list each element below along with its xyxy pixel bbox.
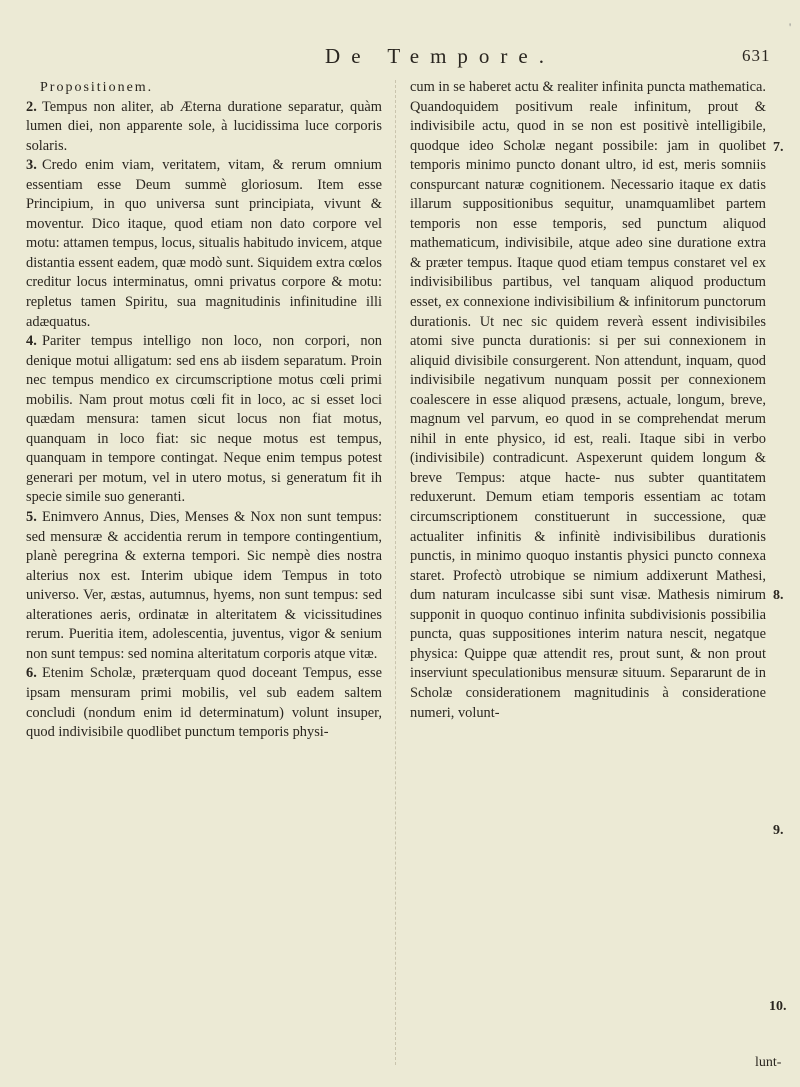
- catchword: lunt-: [755, 1055, 782, 1070]
- paragraph-text: Enimvero Annus, Dies, Menses & Nox non sunt tempus: sed mensuræ & accidentia rerum in tempore contingentium, planè peregrina & externa tempori. Sic nempè dies nostra alterius nox est. Interim ubique idem Tempus in toto universo. Ver, æstas, autumnus, hyems, non sunt tempus: sed alterationes aeris, ordinatæ in alteritatem & vicissitudines rerum. Pueritia item, adolescentia, juventus, vigor & senium non sunt tempus: sed nomina alteritatum corporis atque vitæ.: [26, 509, 382, 662]
- printer-mark: ': [789, 20, 792, 34]
- paragraph: [26, 156, 382, 332]
- column-divider: [395, 80, 397, 1065]
- left-column: [26, 78, 382, 743]
- paragraph-text: Pariter tempus intelligo non loco, non corpori, non denique motui alligatum: sed ens ab iisdem separatum. Proin nec tempus mendico ex circumscriptione motus cœli primi mobilis. Nam prout motus cœli fit in loco, ac si esset loci quædam mensura: tamen sicut locus non fiat motus, quanquam in loco fiat: sic neque motus est tempus, quanquam in tempore contingat. Neque enim tempus potest generari per motum, vel in utero motus, si generatum fit ih specie simile suo generanti.: [26, 333, 382, 506]
- running-title: De Tempore.: [325, 44, 555, 68]
- margin-number: 9.: [773, 823, 784, 838]
- paragraph-text: Tempus non aliter, ab Æterna duratione separatur, quàm lumen diei, non apparente sole, à lucidissima luce corporis solaris.: [26, 98, 382, 154]
- paragraph: [26, 664, 382, 742]
- margin-number: 7.: [773, 140, 784, 155]
- paragraph: [26, 332, 382, 508]
- margin-number: 8.: [773, 588, 784, 603]
- paragraph-number: 3.: [26, 157, 37, 174]
- paragraph: [26, 508, 382, 664]
- paragraph: [410, 78, 766, 723]
- right-column: [410, 78, 766, 723]
- paragraph-text: Etenim Scholæ, præterquam quod doceant Tempus, esse ipsam mensuram primi mobilis, vel sub eadem saltem concludi (nondum enim id determinatum) volunt insuper, quod indivisibile quodlibet punctum temporis physi-: [26, 665, 382, 741]
- paragraph-text: cum in se haberet actu & realiter infinita puncta mathematica. Quandoquidem positivum reale infinitum, prout & indivisibile actu, quod in se non est positivè intelligibile, quodque ideo Scholæ negant possibile: jam in quolibet temporis minimo puncto donant ultro, id est, meris somniis conspurcant naturæ cognitionem. Necessario itaque ex datis illarum suppositionibus sequitur, unamquamlibet partem temporis non esse temporis, sed punctum aliquod mathematicum, indivisibile, atque adeo sine duratione extra & præter tempus. Itaque quod etiam tempus constaret vel ex indivisibilibus partibus, vel tanquam aliquod productum esset, ex connexione indivisibilium & infinitorum punctorum durationis. Ut nec sic quidem reverà essent indivisibiles atomi sive puncta durationis: si per sui connexionem in aliquid divisibile consurgerent. Non attendunt, inquam, quod indivisibile negativum nunquam possit per connexionem coalescere in esse aliquod præsens, actuale, longum, breve, magnum vel parvum, eo quod in se comprehendat merum nihil in ente physico, id est, reali. Itaque sibi in verbo (indivisibile) contradicunt. Aspexerunt quidem longum & breve Tempus: atque hacte- nus subter quantitatem reduxerunt. Demum etiam temporis essentiam ac totam circumscriptionem constituerunt in successione, quæ actualiter infinitis & infinitè indivisibilibus durationis punctis, in minimo quoquo instantis physici puncto connexa staret. Profectò utrobique se nimium addixerunt Mathesi, dum naturam inculcasse sibi sunt visæ. Mathesis nimirum supponit in quoquo continuo infinita subdivisionis possibilia puncta, quas suppositiones interim natura nescit, negatque physica: Quippe quæ attendit res, prout sunt, & non prout inserviunt speculationibus mensuræ situum. Separarunt de in Scholæ considerationem magnitudinis à consideratione numeri, volunt-: [410, 79, 766, 721]
- paragraph-number: 6.: [26, 665, 37, 682]
- paragraph-number: 2.: [26, 98, 37, 115]
- section-heading: Propositionem.: [40, 80, 154, 95]
- paragraph-text: Credo enim viam, veritatem, vitam, & rerum omnium essentiam esse Deum summè gloriosum. Item esse Principium, in quo universa sunt principiata, vivunt & moventur. Dico itaque, quod etiam non dato corpore vel motu: attamen tempus, locus, situalis habitudo invicem, atque distantia essent eadem, quæ modò sunt. Siquidem extra cœlos creditur locus interminatus, omni privatus corpore & motu: repletus tamen Spiritu, sua magnitudinis infinitudine illi adæquatus.: [26, 157, 382, 330]
- paragraph-number: 5.: [26, 509, 37, 526]
- margin-number: 10.: [769, 999, 787, 1014]
- paragraph: [26, 98, 382, 157]
- paragraph-number: 4.: [26, 333, 37, 350]
- page-number: 631: [742, 46, 771, 65]
